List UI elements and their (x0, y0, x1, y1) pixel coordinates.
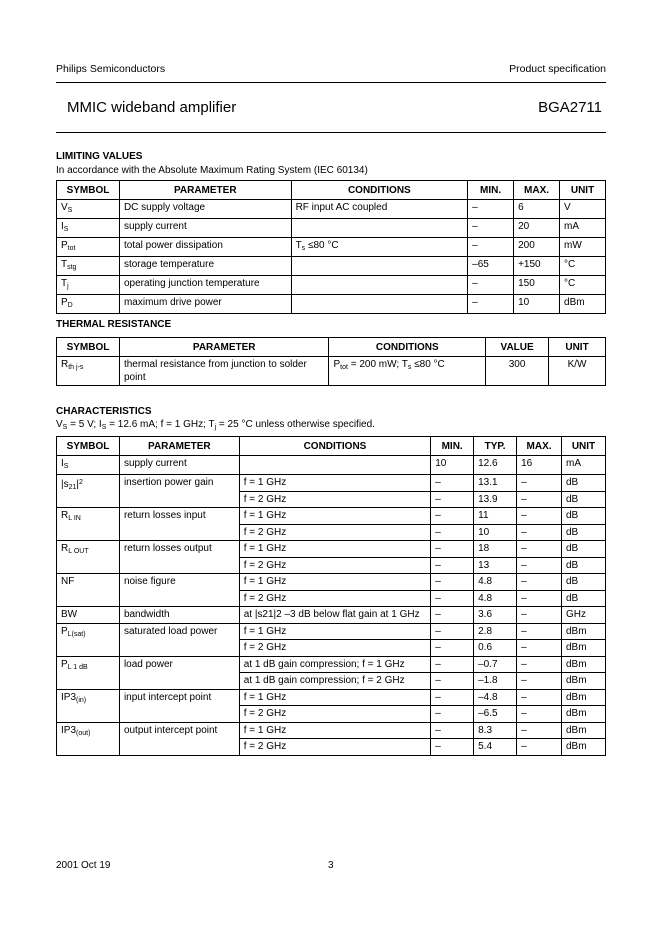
min-cell: – (468, 238, 514, 257)
parameter-cell: supply current (119, 219, 291, 238)
page-number: 3 (328, 860, 334, 871)
parameter-cell: noise figure (119, 574, 239, 607)
table-row (57, 295, 606, 314)
max-cell: – (517, 689, 562, 706)
page-title: MMIC wideband amplifier (67, 99, 237, 116)
column-header: VALUE (486, 338, 549, 357)
max-cell: – (517, 508, 562, 525)
column-header: CONDITIONS (329, 338, 486, 357)
table-row (57, 607, 606, 624)
max-cell: – (517, 475, 562, 492)
thermal-heading: THERMAL RESISTANCE (56, 319, 172, 330)
conditions-cell: f = 1 GHz (239, 541, 430, 558)
column-header: MAX. (517, 437, 562, 456)
table-row (57, 541, 606, 558)
min-cell: – (431, 590, 474, 607)
column-header: UNIT (562, 437, 606, 456)
min-cell: – (431, 524, 474, 541)
table-row (57, 689, 606, 706)
table-row (57, 722, 606, 739)
unit-cell: dB (562, 475, 606, 492)
typ-cell: 5.4 (474, 739, 517, 756)
min-cell: – (431, 739, 474, 756)
column-header: UNIT (560, 181, 606, 200)
conditions-cell: f = 1 GHz (239, 722, 430, 739)
max-cell: – (517, 673, 562, 690)
value-cell: 300 (486, 357, 549, 386)
column-header: PARAMETER (119, 338, 329, 357)
max-cell: – (517, 640, 562, 657)
min-cell: – (431, 607, 474, 624)
max-cell: – (517, 524, 562, 541)
conditions-cell: at 1 dB gain compression; f = 2 GHz (239, 673, 430, 690)
conditions-cell: f = 2 GHz (239, 706, 430, 723)
typ-cell: 13.1 (474, 475, 517, 492)
max-cell: – (517, 557, 562, 574)
unit-cell: mA (562, 456, 606, 475)
unit-cell: dBm (562, 706, 606, 723)
max-cell: 6 (514, 200, 560, 219)
parameter-cell: insertion power gain (119, 475, 239, 508)
max-cell: 20 (514, 219, 560, 238)
min-cell: – (468, 276, 514, 295)
typ-cell: 18 (474, 541, 517, 558)
unit-cell: dBm (560, 295, 606, 314)
conditions-cell: f = 2 GHz (239, 491, 430, 508)
max-cell: – (517, 607, 562, 624)
max-cell: 150 (514, 276, 560, 295)
unit-cell: mA (560, 219, 606, 238)
min-cell: – (468, 219, 514, 238)
unit-cell: dBm (562, 640, 606, 657)
parameter-cell: DC supply voltage (119, 200, 291, 219)
typ-cell: 13.9 (474, 491, 517, 508)
typ-cell: 11 (474, 508, 517, 525)
typ-cell: 3.6 (474, 607, 517, 624)
typ-cell: 4.8 (474, 590, 517, 607)
unit-cell: dBm (562, 673, 606, 690)
typ-cell: –0.7 (474, 656, 517, 673)
conditions-cell: f = 2 GHz (239, 557, 430, 574)
company-name: Philips Semiconductors (56, 63, 166, 75)
min-cell: – (431, 557, 474, 574)
unit-cell: dB (562, 491, 606, 508)
conditions-cell: RF input AC coupled (291, 200, 468, 219)
characteristics-table (56, 436, 606, 756)
table-row (57, 623, 606, 640)
limiting-note: In accordance with the Absolute Maximum Rating System (IEC 60134) (56, 165, 368, 176)
parameter-cell: operating junction temperature (119, 276, 291, 295)
max-cell: – (517, 491, 562, 508)
unit-cell: °C (560, 276, 606, 295)
unit-cell: dB (562, 557, 606, 574)
parameter-cell: supply current (119, 456, 239, 475)
column-header: PARAMETER (119, 181, 291, 200)
typ-cell: 4.8 (474, 574, 517, 591)
unit-cell: GHz (562, 607, 606, 624)
table-row (57, 257, 606, 276)
conditions-cell: f = 1 GHz (239, 508, 430, 525)
part-number: BGA2711 (538, 99, 602, 116)
max-cell: – (517, 706, 562, 723)
min-cell: – (468, 200, 514, 219)
unit-cell: K/W (549, 357, 606, 386)
min-cell: – (431, 673, 474, 690)
max-cell: – (517, 574, 562, 591)
column-header: TYP. (474, 437, 517, 456)
symbol-cell: $|s_{21}|^2$ (57, 475, 120, 508)
table-row (57, 656, 606, 673)
thermal-resistance-table (56, 337, 606, 386)
min-cell: – (431, 640, 474, 657)
unit-cell: V (560, 200, 606, 219)
parameter-cell: return losses input (119, 508, 239, 541)
symbol-cell: $R_{L OUT}$ (57, 541, 120, 574)
conditions-cell: at |s21|2 –3 dB below flat gain at 1 GHz (239, 607, 430, 624)
table-row (57, 276, 606, 295)
min-cell: – (431, 722, 474, 739)
max-cell: – (517, 623, 562, 640)
symbol-cell: $IP3_{(in)}$ (57, 689, 120, 722)
max-cell: +150 (514, 257, 560, 276)
typ-cell: –4.8 (474, 689, 517, 706)
conditions-cell (291, 219, 468, 238)
symbol-cell: NF (57, 574, 120, 607)
symbol-cell: $T_{stg}$ (57, 257, 120, 276)
symbol-cell: $P_{L(sat)}$ (57, 623, 120, 656)
table-row (57, 475, 606, 492)
column-header: SYMBOL (57, 338, 120, 357)
symbol-cell: $P_{L 1 dB}$ (57, 656, 120, 689)
conditions-cell: f = 2 GHz (239, 739, 430, 756)
max-cell: – (517, 541, 562, 558)
unit-cell: mW (560, 238, 606, 257)
unit-cell: dB (562, 508, 606, 525)
typ-cell: –1.8 (474, 673, 517, 690)
table-row (57, 200, 606, 219)
symbol-cell: $I_S$ (57, 219, 120, 238)
conditions-cell: f = 1 GHz (239, 475, 430, 492)
characteristics-note: $V_S = 5$ V; $I_S = 12.6$ mA; f = 1 GHz; $T_j = 25$ °C unless otherwise specified. (56, 419, 375, 431)
parameter-cell: bandwidth (119, 607, 239, 624)
symbol-cell: $R_{th j-s}$ (57, 357, 120, 386)
unit-cell: dB (562, 541, 606, 558)
table-row (57, 456, 606, 475)
column-header: CONDITIONS (239, 437, 430, 456)
conditions-cell: f = 2 GHz (239, 590, 430, 607)
max-cell: – (517, 656, 562, 673)
symbol-cell: $I_S$ (57, 456, 120, 475)
conditions-cell: f = 1 GHz (239, 689, 430, 706)
unit-cell: dB (562, 524, 606, 541)
max-cell: – (517, 739, 562, 756)
unit-cell: °C (560, 257, 606, 276)
parameter-cell: saturated load power (119, 623, 239, 656)
max-cell: 16 (517, 456, 562, 475)
min-cell: – (431, 623, 474, 640)
typ-cell: 2.8 (474, 623, 517, 640)
column-header: UNIT (549, 338, 606, 357)
characteristics-heading: CHARACTERISTICS (56, 406, 152, 417)
min-cell: 10 (431, 456, 474, 475)
column-header: MAX. (514, 181, 560, 200)
max-cell: – (517, 590, 562, 607)
min-cell: – (431, 541, 474, 558)
table-row (57, 574, 606, 591)
typ-cell: 0.6 (474, 640, 517, 657)
conditions-cell: f = 2 GHz (239, 524, 430, 541)
parameter-cell: input intercept point (119, 689, 239, 722)
unit-cell: dBm (562, 722, 606, 739)
min-cell: – (468, 295, 514, 314)
unit-cell: dB (562, 590, 606, 607)
column-header: SYMBOL (57, 437, 120, 456)
parameter-cell: thermal resistance from junction to solder point (119, 357, 329, 386)
conditions-cell: at 1 dB gain compression; f = 1 GHz (239, 656, 430, 673)
symbol-cell: BW (57, 607, 120, 624)
column-header: MIN. (431, 437, 474, 456)
conditions-cell (291, 295, 468, 314)
typ-cell: 10 (474, 524, 517, 541)
document-type: Product specification (509, 63, 606, 75)
conditions-cell: f = 2 GHz (239, 640, 430, 657)
footer-date: 2001 Oct 19 (56, 860, 111, 871)
min-cell: – (431, 491, 474, 508)
column-header: PARAMETER (119, 437, 239, 456)
conditions-cell (291, 257, 468, 276)
parameter-cell: maximum drive power (119, 295, 291, 314)
typ-cell: –6.5 (474, 706, 517, 723)
parameter-cell: load power (119, 656, 239, 689)
unit-cell: dBm (562, 656, 606, 673)
conditions-cell (239, 456, 430, 475)
unit-cell: dBm (562, 623, 606, 640)
min-cell: –65 (468, 257, 514, 276)
conditions-cell (291, 276, 468, 295)
table-row (57, 357, 606, 386)
min-cell: – (431, 656, 474, 673)
table-row (57, 219, 606, 238)
title-rule (56, 132, 606, 133)
unit-cell: dB (562, 574, 606, 591)
limiting-heading: LIMITING VALUES (56, 151, 143, 162)
parameter-cell: output intercept point (119, 722, 239, 755)
min-cell: – (431, 574, 474, 591)
unit-cell: dBm (562, 689, 606, 706)
parameter-cell: total power dissipation (119, 238, 291, 257)
min-cell: – (431, 706, 474, 723)
unit-cell: dBm (562, 739, 606, 756)
symbol-cell: $T_j$ (57, 276, 120, 295)
symbol-cell: $R_{L IN}$ (57, 508, 120, 541)
max-cell: 10 (514, 295, 560, 314)
parameter-cell: return losses output (119, 541, 239, 574)
conditions-cell: f = 1 GHz (239, 574, 430, 591)
typ-cell: 8.3 (474, 722, 517, 739)
conditions-cell: $P_{tot} = 200$ mW; $T_s \le 80$ °C (329, 357, 486, 386)
table-row (57, 508, 606, 525)
max-cell: – (517, 722, 562, 739)
header-rule (56, 82, 606, 83)
symbol-cell: $IP3_{(out)}$ (57, 722, 120, 755)
symbol-cell: $P_D$ (57, 295, 120, 314)
min-cell: – (431, 689, 474, 706)
parameter-cell: storage temperature (119, 257, 291, 276)
min-cell: – (431, 475, 474, 492)
column-header: SYMBOL (57, 181, 120, 200)
symbol-cell: $P_{tot}$ (57, 238, 120, 257)
max-cell: 200 (514, 238, 560, 257)
limiting-values-table (56, 180, 606, 314)
symbol-cell: $V_S$ (57, 200, 120, 219)
typ-cell: 12.6 (474, 456, 517, 475)
conditions-cell: f = 1 GHz (239, 623, 430, 640)
table-row (57, 238, 606, 257)
column-header: CONDITIONS (291, 181, 468, 200)
min-cell: – (431, 508, 474, 525)
column-header: MIN. (468, 181, 514, 200)
typ-cell: 13 (474, 557, 517, 574)
conditions-cell: $T_s \le 80$ °C (291, 238, 468, 257)
